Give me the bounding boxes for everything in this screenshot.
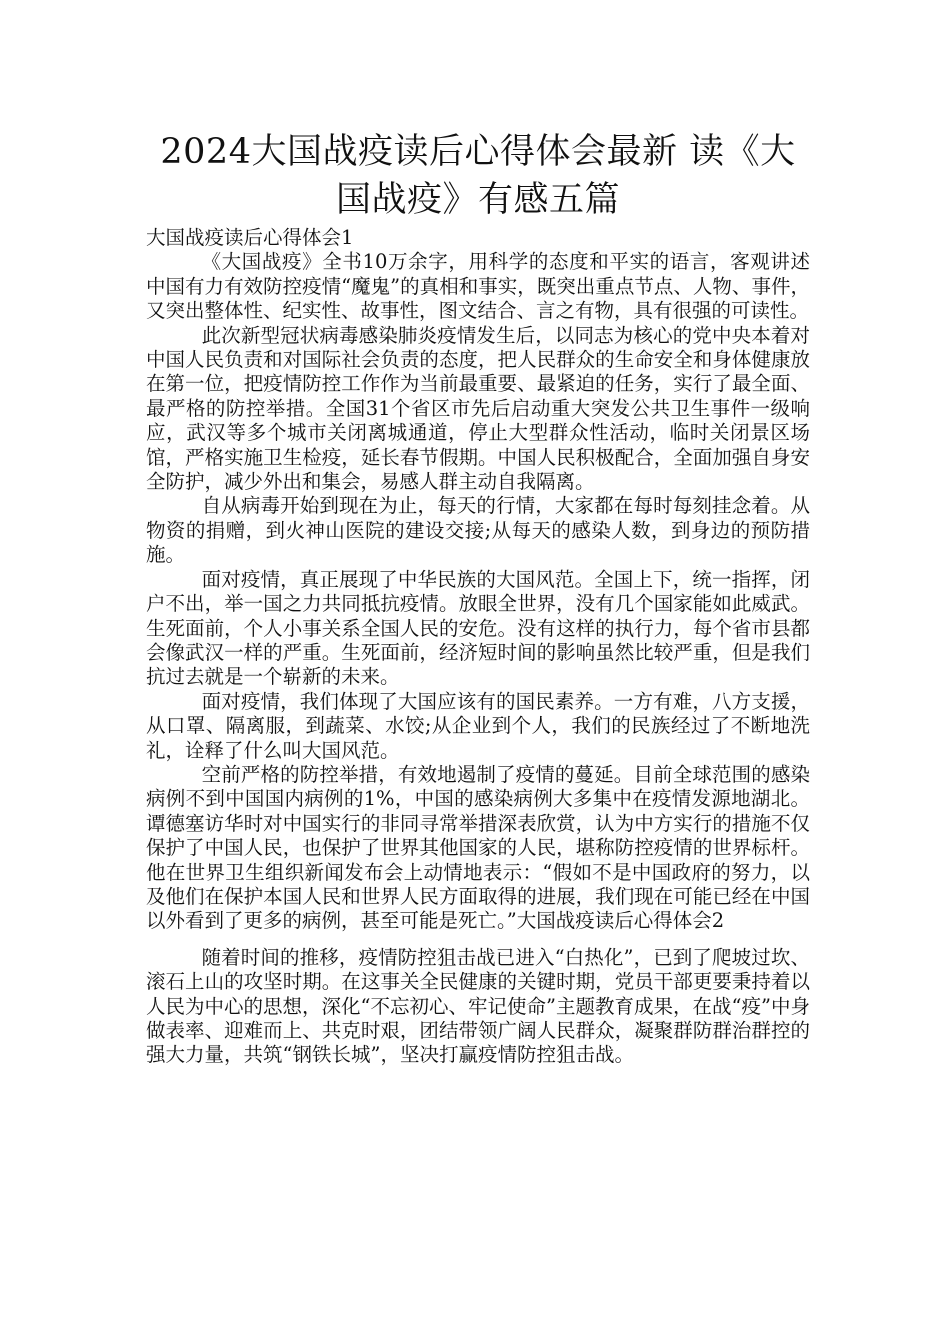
paragraph: 此次新型冠状病毒感染肺炎疫情发生后，以同志为核心的党中央本着对中国人民负责和对国际社会负责的态度，把人民群众的生命安全和身体健康放在第一位，把疫情防控工作作为当前最重要、最紧迫的任务，实行了最全面、最严格的防控举措。全国31个省区市先后启动重大突发公共卫生事件一级响应，武汉等多个城市关闭离城通道，停止大型群众性活动，临时关闭景区场馆，严格实施卫生检疫，延长春节假期。中国人民积极配合，全面加强自身安全防护，减少外出和集会，易感人群主动自我隔离。 (146, 323, 810, 494)
paragraph: 面对疫情，真正展现了中华民族的大国风范。全国上下，统一指挥，闭户不出，举一国之力共同抵抗疫情。放眼全世界，没有几个国家能如此威武。生死面前，个人小事关系全国人民的安危。没有这样的执行力，每个省市县都会像武汉一样的严重。生死面前，经济短时间的影响虽然比较严重，但是我们抗过去就是一个崭新的未来。 (146, 567, 810, 689)
paragraph: 空前严格的防控举措，有效地遏制了疫情的蔓延。目前全球范围的感染病例不到中国国内病例的1%，中国的感染病例大多集中在疫情发源地湖北。谭德塞访华时对中国实行的非同寻常举措深表欣赏，认为中方实行的措施不仅保护了中国人民，也保护了世界其他国家的人民，堪称防控疫情的世界标杆。他在世界卫生组织新闻发布会上动情地表示：“假如不是中国政府的努力，以及他们在保护本国人民和世界人民方面取得的进展，我们现在可能已经在中国以外看到了更多的病例，甚至可能是死亡。”大国战疫读后心得体会2 (146, 762, 810, 933)
paragraph: 自从病毒开始到现在为止，每天的行情，大家都在每时每刻挂念着。从物资的捐赠，到火神山医院的建设交接;从每天的感染人数，到身边的预防措施。 (146, 494, 810, 567)
paragraph: 《大国战疫》全书10万余字，用科学的态度和平实的语言，客观讲述中国有力有效防控疫情“魔鬼”的真相和事实，既突出重点节点、人物、事件，又突出整体性、纪实性、故事性，图文结合、言之有物，具有很强的可读性。 (146, 250, 810, 323)
document-page (146, 128, 810, 1068)
document-title: 2024大国战疫读后心得体会最新 读《大国战疫》有感五篇 (160, 132, 796, 220)
section-heading: 大国战疫读后心得体会1 (146, 226, 354, 249)
paragraph: 随着时间的推移，疫情防控狙击战已进入“白热化”，已到了爬坡过坎、滚石上山的攻坚时期。在这事关全民健康的关键时期，党员干部更要秉持着以人民为中心的思想，深化“不忘初心、牢记使命”主题教育成果，在战“疫”中身做表率、迎难而上、共克时艰，团结带领广阔人民群众，凝聚群防群治群控的强大力量，共筑“钢铁长城”，坚决打赢疫情防控狙击战。 (146, 945, 810, 1067)
paragraph: 面对疫情，我们体现了大国应该有的国民素养。一方有难，八方支援，从口罩、隔离服，到蔬菜、水饺;从企业到个人，我们的民族经过了不断地洗礼，诠释了什么叫大国风范。 (146, 689, 810, 762)
